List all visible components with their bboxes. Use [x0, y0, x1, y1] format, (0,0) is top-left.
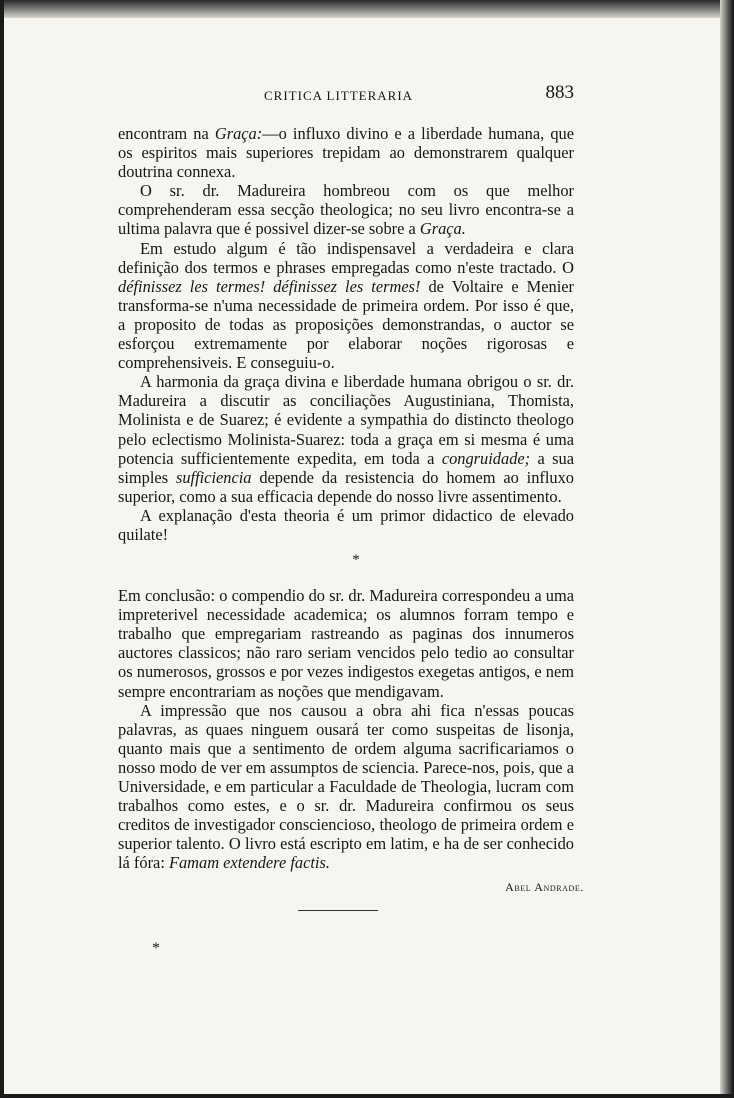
running-head	[118, 82, 578, 106]
end-rule	[298, 910, 378, 911]
text-run: Em conclusão: o compendio do sr. dr. Madureira correspondeu a uma impreterivel necessidade academica; os alumnos forram tempo e trabalho que empregariam rastreando as paginas dos innumeros auctores classicos; não raro seriam vencidos pelo tedio ao consultar os numerosos, grossos e por vezes indigestos exegetas antigos, e nem sempre encontrariam as noções que mendigavam.	[118, 586, 574, 701]
scan-edge-top	[0, 0, 734, 18]
paragraph	[118, 239, 574, 373]
paragraph	[118, 372, 574, 506]
text-run: depende da resistencia do homem ao influxo superior, como a sua efficacia depende do nosso livre assentimento.	[118, 467, 574, 506]
paragraph	[118, 701, 574, 873]
paragraph	[118, 181, 574, 238]
text-run: —o influxo divino e a liberdade humana, que os espiritos mais superiores trepidam ao demonstrarem qualquer doutrina connexa.	[118, 124, 574, 182]
text-run: A explanação d'esta theoria é um primor didactico de elevado quilate!	[118, 505, 574, 544]
article-body	[118, 124, 584, 898]
text-run: Em estudo algum é tão indispensavel a verdadeira e clara definição dos termos e phrases empregadas como n'este tractado. O	[118, 238, 574, 277]
text-run: a sua simples	[118, 448, 574, 487]
paragraph	[118, 586, 574, 701]
footer-asterisk: *	[152, 940, 160, 957]
italic-run: Famam extendere factis.	[168, 853, 330, 873]
paragraphs-after-break	[118, 586, 574, 872]
italic-run: Graça.	[419, 219, 466, 239]
author-signature: Abel Andrade.	[505, 880, 584, 895]
paragraphs-before-break	[118, 124, 574, 544]
text-run: de Voltaire e Menier transforma-se n'uma necessidade de primeira ordem. Por isso é que, a proposito de todas as proposições demonstrandas, o auctor se esforçou extremamente por elaborar noções rigorosas e comprehensiveis. E conseguiu-o.	[118, 276, 574, 373]
text-run: A impressão que nos causou a obra ahi fica n'essas poucas palavras, as quaes ninguem ousará ter como suspeitas de lisonja, quanto mais que a sentimento de ordem alguma sacrificariamos o nosso modo de ver em assumptos de sciencia. Parece-nos, pois, que a Universidade, e em particular a Faculdade de Theologia, lucram com trabalhos como estes, e o sr. dr. Madureira confirmou os seus creditos de investigador consciencioso, theologo de primeira ordem e superior talento. O livro está escripto em latim, e ha de ser conhecido lá fóra:	[118, 700, 574, 873]
scan-edge-left	[0, 0, 4, 1098]
text-run: O sr. dr. Madureira hombreou com os que melhor comprehenderam essa secção theologica; no seu livro encontra-se a ultima palavra que é possivel dizer-se sobre a	[118, 181, 574, 239]
italic-run: congruidade;	[441, 448, 531, 468]
section-break-asterisk: *	[352, 552, 360, 569]
scan-edge-right	[720, 0, 734, 1098]
text-run: encontram na	[118, 124, 215, 143]
paragraph	[118, 124, 574, 181]
page-number: 883	[545, 82, 574, 103]
italic-run: sufficiencia	[175, 467, 252, 487]
text-run: A harmonia da graça divina e liberdade humana obrigou o sr. dr. Madureira a discutir as conciliações Augustiniana, Thomista, Molinista e de Suarez; é evidente a sympathia do distincto theologo pelo eclectismo Molinista-Suarez: toda a graça em si mesma é uma potencia sufficientemente expedita, em toda a	[118, 372, 574, 468]
italic-run: définissez les termes! définissez les termes!	[118, 276, 421, 296]
italic-run: Graça:	[214, 124, 263, 143]
paragraph	[118, 506, 574, 544]
running-title: CRITICA LITTERARIA	[264, 88, 414, 103]
scan-edge-bottom	[0, 1094, 734, 1098]
